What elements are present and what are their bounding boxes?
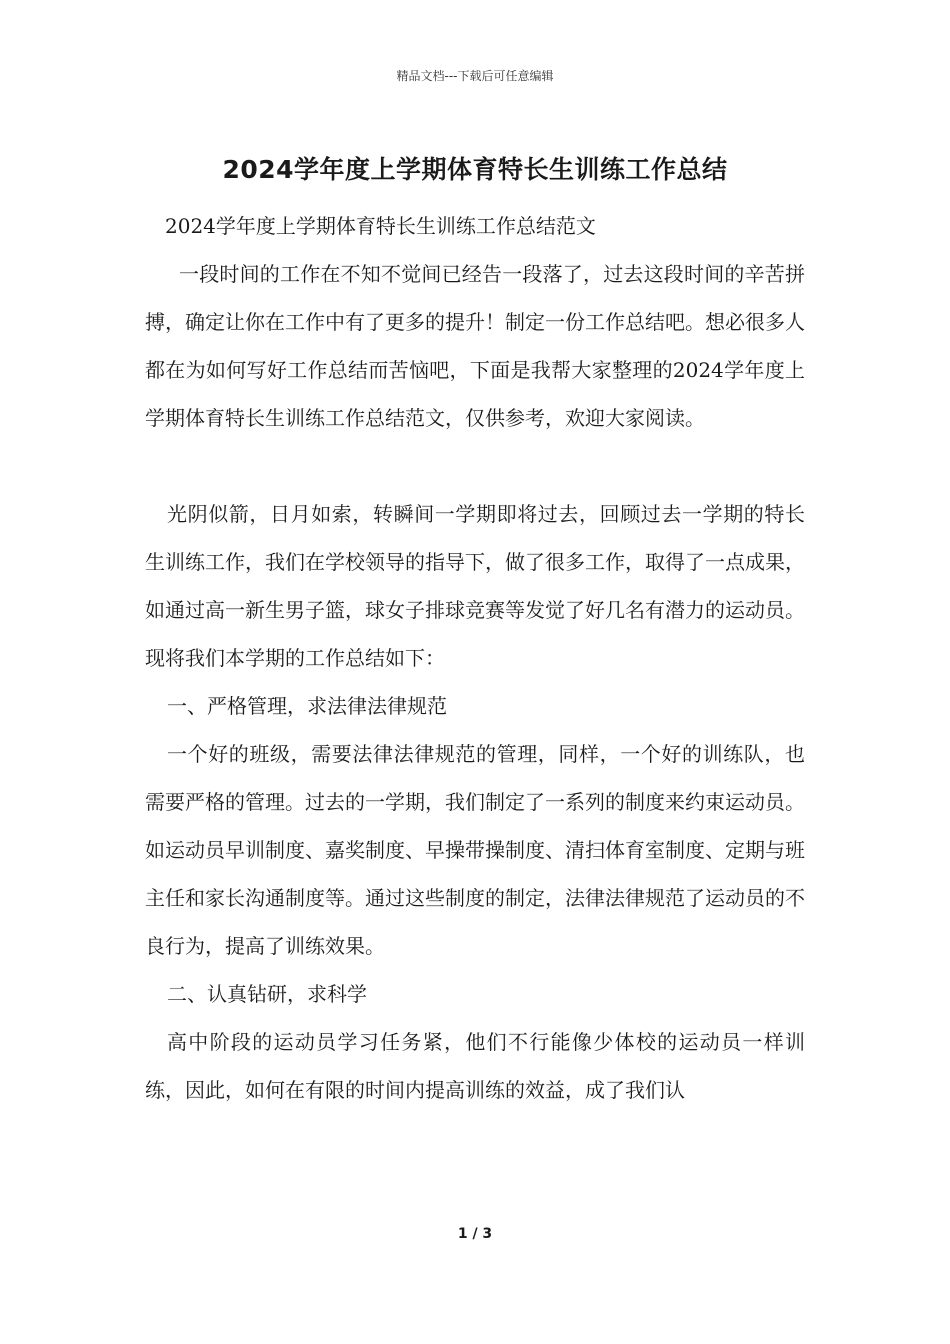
paragraph-gap [145,442,805,490]
intro-paragraph: 一段时间的工作在不知不觉间已经告一段落了，过去这段时间的辛苦拼搏，确定让你在工作中有了更多的提升！制定一份工作总结吧。想必很多人都在为如何写好工作总结而苦恼吧，下面是我帮大家整理的2024学年度上学期体育特长生训练工作总结范文，仅供参考，欢迎大家阅读。 [145,262,805,430]
page-header: 精品文档---下载后可任意编辑 [396,69,554,83]
section-heading-science: 二、认真钻研，求科学 [167,982,367,1006]
paragraph-science: 高中阶段的运动员学习任务紧，他们不行能像少体校的运动员一样训练，因此，如何在有限的时间内提高训练的效益，成了我们认 [145,1030,805,1102]
paragraph-management: 一个好的班级，需要法律法律规范的管理，同样，一个好的训练队，也需要严格的管理。过去的一学期，我们制定了一系列的制度来约束运动员。如运动员早训制度、嘉奖制度、早操带操制度、清扫体育室制度、定期与班主任和家长沟通制度等。通过这些制度的制定，法律法律规范了运动员的不良行为，提高了训练效果。 [145,742,805,958]
section-heading-management: 一、严格管理，求法律法律规范 [167,694,447,718]
paragraph-review: 光阴似箭，日月如索，转瞬间一学期即将过去，回顾过去一学期的特长生训练工作，我们在学校领导的指导下，做了很多工作，取得了一点成果，如通过高一新生男子篮，球女子排球竞赛等发觉了好几名有潜力的运动员。现将我们本学期的工作总结如下： [145,502,805,670]
page-number: 1 / 3 [457,1226,493,1242]
document-title: 2024学年度上学期体育特长生训练工作总结 [222,155,728,184]
document-body [145,202,805,1114]
document-subtitle: 2024学年度上学期体育特长生训练工作总结范文 [165,214,596,238]
